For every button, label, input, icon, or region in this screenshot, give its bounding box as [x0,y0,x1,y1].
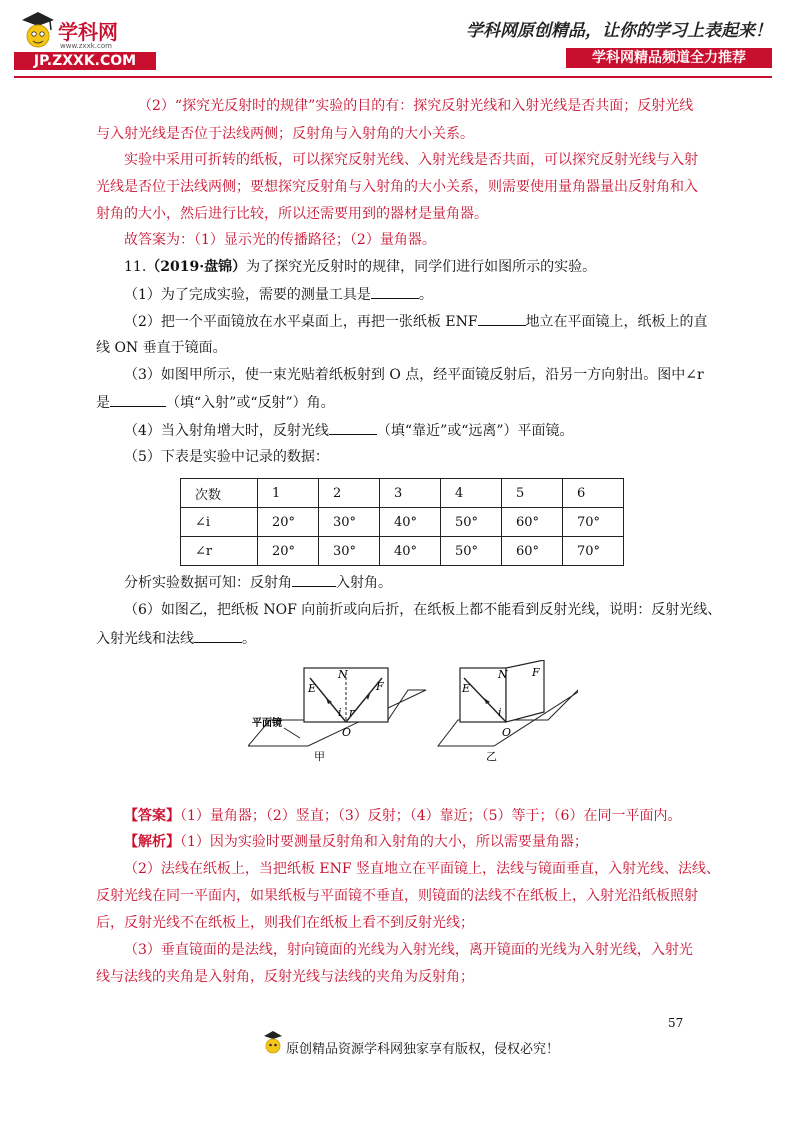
caption-jia: 甲 [314,750,325,763]
analysis-line-2: （2）法线在纸板上，当把纸板 ENF 竖直地立在平面镜上，法线与镜面垂直，入射光线、法线、 [124,861,720,877]
question-part-5-analysis [124,572,392,593]
prev-analysis-line-1: （2）“探究光反射时的规律”实验的目的有：探究反射光线和入射光线是否共面；反射光线 [138,98,694,114]
label-n-right: N [498,668,508,681]
question-part-4 [124,420,574,441]
analysis-tag: 【解析】 [124,834,180,850]
answer-tag: 【答案】 [124,808,180,824]
label-o-left: O [342,726,352,739]
analysis-line-1 [124,832,588,852]
figure-yi [438,660,578,763]
table-cell: 40° [380,537,441,566]
question-source: （2019·盘锦） [146,259,247,275]
channel-banner: 学科网精品频道全力推荐 [566,48,772,68]
logo-url-bar[interactable]: JP.ZXXK.COM [14,52,156,70]
table-cell: 60° [502,508,563,537]
label-mirror: 平面镜 [252,718,282,729]
answer-text: （1）量角器；（2）竖直；（3）反射；（4）靠近；（5）等于；（6）在同一平面内。 [180,808,682,824]
table-cell: 20° [258,537,319,566]
question-part-3-cont [96,392,335,413]
prev-analysis-line-4: 光线是否位于法线两侧；要想探究反射角与入射角的大小关系，则需要使用量角器量出反射角和入 [96,179,698,195]
logo-text: 学科网 [58,20,118,44]
footer-mascot-icon [262,1030,284,1056]
table-cell: 40° [380,508,441,537]
label-e-left: E [308,682,317,695]
table-cell: 3 [380,479,441,508]
table-row [181,537,624,566]
analysis-line-6: 线与法线的夹角是入射角，反射光线与法线的夹角为反射角； [96,969,474,985]
analysis-line-5: （3）垂直镜面的是法线，射向镜面的光线为入射光线，离开镜面的光线为入射光线，入射光 [124,942,693,958]
table-cell: 70° [563,508,624,537]
figure-jia [248,668,426,763]
prev-analysis-line-3: 实验中采用可折转的纸板，可以探究反射光线、入射光线是否共面，可以探究反射光线与入射 [124,152,698,168]
label-r-left: r [349,706,355,719]
q3-blank[interactable] [110,392,166,407]
label-i-left: i [338,706,342,719]
table-row-header: 次数 [181,479,258,508]
q3-text-c: （填“入射”或“反射”）角。 [166,395,335,411]
q1-end: 。 [418,287,433,303]
label-f-left: F [376,680,384,693]
table-cell: 6 [563,479,624,508]
table-row [181,479,624,508]
table-cell: 30° [319,508,380,537]
label-f-right: F [532,666,540,679]
q4-text-b: （填“靠近”或“远离”）平面镜。 [376,423,574,439]
header-divider [14,76,772,78]
label-o-right: O [502,726,512,739]
q6-text-b: 入射光线和法线 [96,631,194,647]
caption-yi: 乙 [486,750,497,763]
q4-text-a: （4）当入射角增大时，反射光线 [124,423,329,439]
q3-text-b: 是 [96,395,110,411]
label-i-right: i [498,706,502,719]
table-cell: 4 [441,479,502,508]
analysis-text-1: （1）因为实验时要测量反射角和入射角的大小，所以需要量角器； [180,834,588,850]
table-cell: 2 [319,479,380,508]
prev-analysis-line-5: 射角的大小，然后进行比较，所以还需要用到的器材是量角器。 [96,206,488,222]
page-number: 57 [668,1016,684,1030]
table-cell: 60° [502,537,563,566]
question-number: 11. [124,259,147,275]
question-part-2-cont: 线 ON 垂直于镜面。 [96,340,227,356]
q1-text: （1）为了完成实验，需要的测量工具是 [124,287,371,303]
question-part-6-cont [96,628,256,649]
q5-blank[interactable] [292,572,336,587]
q6-blank[interactable] [194,628,242,643]
mirror-pointer [284,728,300,738]
q2-blank[interactable] [478,311,526,326]
data-table [180,478,624,566]
table-cell: 30° [319,537,380,566]
prev-analysis-line-6: 故答案为：（1）显示光的传播路径；（2）量角器。 [124,232,436,248]
q2-text-b: 地立在平面镜上，纸板上的直 [525,314,708,330]
q1-blank[interactable] [371,284,419,299]
header-slogan: 学科网原创精品，让你的学习上表起来！ [466,21,772,41]
question-part-2 [124,311,708,332]
question-stem-text: 为了探究光反射时的规律，同学们进行如图所示的实验。 [246,259,597,275]
q2-text-a: （2）把一个平面镜放在水平桌面上，再把一张纸板 ENF [124,314,478,330]
question-part-6: （6）如图乙，把纸板 NOF 向前折或向后折，在纸板上都不能看到反射光线，说明：反射光线、 [124,602,722,618]
analysis-line-4: 后，反射光线不在纸板上，则我们在纸板上看不到反射光线； [96,915,474,931]
table-cell: 50° [441,508,502,537]
q5-analysis-a: 分析实验数据可知：反射角 [124,575,292,591]
table-row-header: ∠r [181,537,258,566]
q6-text-c: 。 [242,631,256,647]
label-e-right: E [462,682,471,695]
table-cell: 20° [258,508,319,537]
q4-blank[interactable] [329,420,377,435]
experiment-figure [248,660,578,770]
table-cell: 1 [258,479,319,508]
table-cell: 5 [502,479,563,508]
question-part-1 [124,284,433,305]
mascot-icon [18,10,58,52]
question-stem [124,257,596,277]
label-n-left: N [338,668,348,681]
analysis-line-3: 反射光线在同一平面内，如果纸板与平面镜不垂直，则镜面的法线不在纸板上，入射光沿纸板照射 [96,888,698,904]
footer-copyright: 原创精品资源学科网独家享有版权，侵权必究！ [286,1042,560,1057]
question-part-3: （3）如图甲所示，使一束光贴着纸板射到 O 点，经平面镜反射后，沿另一方向射出。图中∠r [124,367,704,383]
answer-line [124,806,681,826]
table-row-header: ∠i [181,508,258,537]
logo-url-small: www.zxxk.com [60,42,112,50]
table-cell: 50° [441,537,502,566]
question-part-5: （5）下表是实验中记录的数据： [124,449,329,465]
prev-analysis-line-2: 与入射光线是否位于法线两侧；反射角与入射角的大小关系。 [96,126,474,142]
table-row [181,508,624,537]
table-cell: 70° [563,537,624,566]
q5-analysis-b: 入射角。 [336,575,392,591]
